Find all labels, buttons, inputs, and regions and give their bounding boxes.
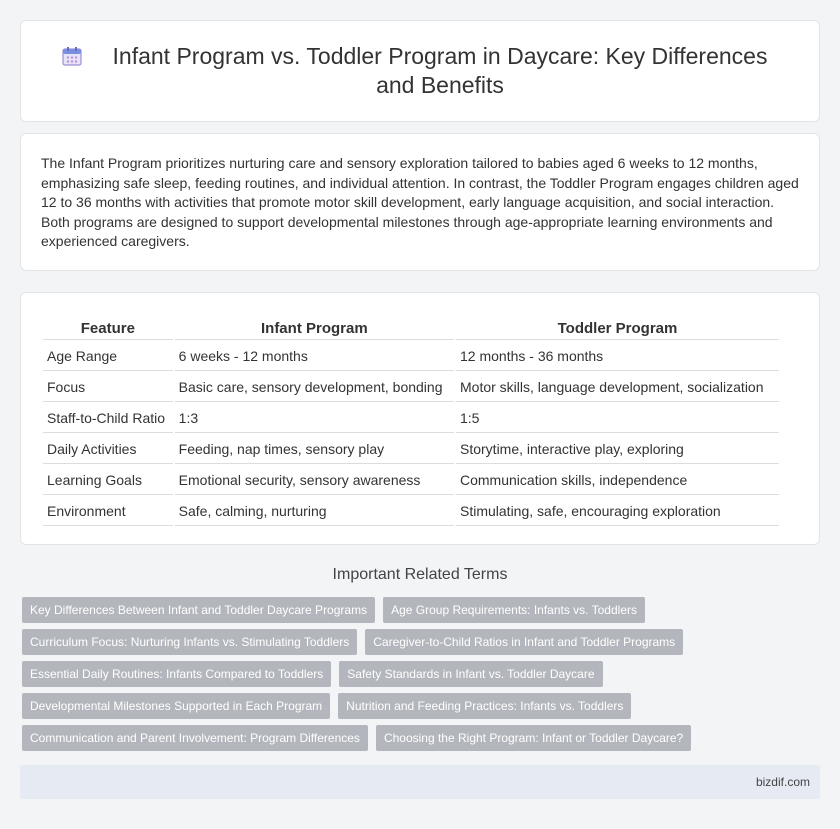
table-cell: 1:5 [456, 404, 779, 433]
related-term-tag[interactable]: Developmental Milestones Supported in Each Program [22, 693, 330, 719]
table-cell: Learning Goals [43, 466, 173, 495]
table-row [43, 404, 779, 433]
title-card [20, 20, 820, 122]
table-row [43, 373, 779, 402]
related-term-tag[interactable]: Caregiver-to-Child Ratios in Infant and Toddler Programs [365, 629, 683, 655]
table-cell: Motor skills, language development, socialization [456, 373, 779, 402]
column-header: Toddler Program [456, 315, 779, 340]
table-cell: 12 months - 36 months [456, 342, 779, 371]
table-cell: Basic care, sensory development, bonding [175, 373, 454, 402]
table-cell: 6 weeks - 12 months [175, 342, 454, 371]
table-cell: Staff-to-Child Ratio [43, 404, 173, 433]
table-row [43, 497, 779, 526]
tag-row [22, 725, 822, 751]
table-row [43, 342, 779, 371]
footer-site-link[interactable]: bizdif.com [755, 775, 810, 789]
table-cell: Storytime, interactive play, exploring [456, 435, 779, 464]
footer [20, 765, 820, 799]
table-cell: 1:3 [175, 404, 454, 433]
related-term-tag[interactable]: Age Group Requirements: Infants vs. Toddlers [383, 597, 645, 623]
related-term-tag[interactable]: Safety Standards in Infant vs. Toddler Daycare [339, 661, 602, 687]
tag-row [22, 661, 822, 687]
related-terms-heading: Important Related Terms [332, 566, 508, 583]
comparison-table [41, 313, 781, 528]
table-cell: Age Range [43, 342, 173, 371]
intro-card [20, 133, 820, 271]
related-term-tag[interactable]: Key Differences Between Infant and Toddler Daycare Programs [22, 597, 375, 623]
table-cell: Emotional security, sensory awareness [175, 466, 454, 495]
calendar-icon [61, 45, 83, 67]
page-title: Infant Program vs. Toddler Program in Daycare: Key Differences and Benefits [112, 43, 768, 98]
table-header-row [43, 315, 779, 340]
tag-row [22, 597, 822, 623]
table-cell: Safe, calming, nurturing [175, 497, 454, 526]
related-term-tag[interactable]: Essential Daily Routines: Infants Compared to Toddlers [22, 661, 331, 687]
intro-paragraph: The Infant Program prioritizes nurturing care and sensory exploration tailored to babies aged 6 weeks to 12 months, emphasizing safe sleep, feeding routines, and individual attention. In contrast, the Toddler Program engages children aged 12 to 36 months with activities that promote motor skill development, early language acquisition, and social interaction. Both programs are designed to support developmental milestones through age-appropriate learning environments and experienced caregivers. [41, 155, 799, 250]
tag-row [22, 629, 822, 655]
tag-row [22, 693, 822, 719]
related-term-tag[interactable]: Choosing the Right Program: Infant or Toddler Daycare? [376, 725, 691, 751]
table-cell: Daily Activities [43, 435, 173, 464]
table-row [43, 466, 779, 495]
related-term-tag[interactable]: Communication and Parent Involvement: Program Differences [22, 725, 368, 751]
table-cell: Feeding, nap times, sensory play [175, 435, 454, 464]
related-terms-list [22, 597, 822, 757]
table-cell: Focus [43, 373, 173, 402]
table-cell: Communication skills, independence [456, 466, 779, 495]
table-row [43, 435, 779, 464]
table-cell: Environment [43, 497, 173, 526]
comparison-card [20, 292, 820, 545]
related-term-tag[interactable]: Nutrition and Feeding Practices: Infants vs. Toddlers [338, 693, 631, 719]
table-cell: Stimulating, safe, encouraging exploration [456, 497, 779, 526]
column-header: Feature [43, 315, 173, 340]
related-term-tag[interactable]: Curriculum Focus: Nurturing Infants vs. Stimulating Toddlers [22, 629, 357, 655]
column-header: Infant Program [175, 315, 454, 340]
